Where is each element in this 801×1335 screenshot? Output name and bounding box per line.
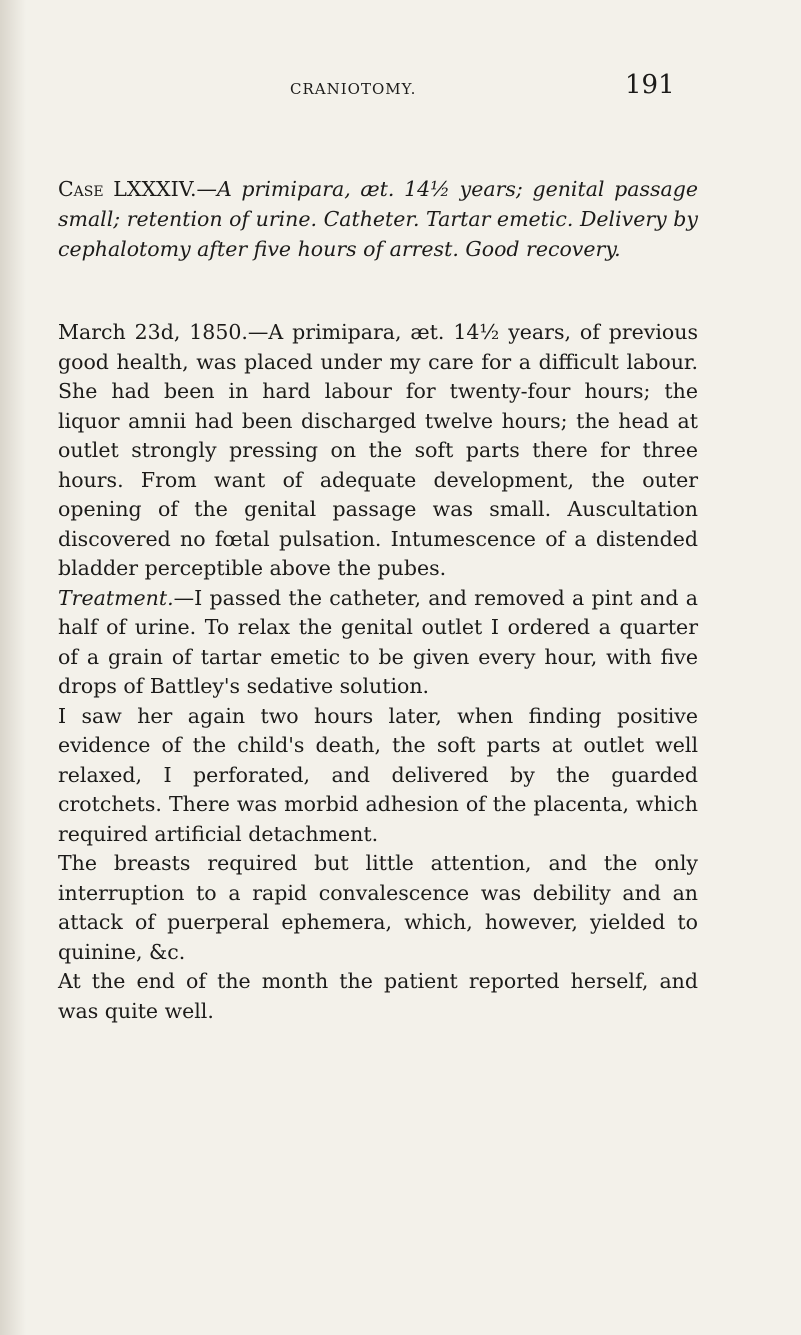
case-dash: — — [196, 177, 217, 201]
paragraph-outcome: At the end of the month the patient reported herself, and was quite well. — [58, 969, 698, 1023]
page-gutter-shadow — [0, 0, 26, 1335]
case-report-body — [58, 318, 698, 1026]
paragraph-delivery: I saw her again two hours later, when finding positive evidence of the child's death, the soft parts at outlet well relaxed, I perforated, and delivered by the guarded crotchets. There was morbid adhesion of the placenta, which required artificial detachment. — [58, 703, 698, 846]
case-number: LXXXIV. — [113, 177, 197, 201]
case-label: Case — [58, 177, 104, 201]
running-title: CRANIOTOMY. — [290, 80, 417, 98]
page-number: 191 — [625, 70, 675, 100]
case-heading — [58, 174, 698, 264]
paragraph-history: March 23d, 1850.—A primipara, æt. 14½ years, of previous good health, was placed under my care for a difficult labour. She had been in hard labour for twenty-four hours; the liquor amnii had been discharged twelve hours; the head at outlet strongly pressing on the soft parts there for three hours. From want of adequate development, the outer opening of the genital passage was small. Auscultation discovered no fœtal pulsation. Intumescence of a distended bladder perceptible above the pubes. — [58, 320, 698, 580]
treatment-label: Treatment. — [58, 585, 174, 610]
paragraph-treatment — [58, 584, 698, 702]
paragraph-convalescence: The breasts required but little attention, and the only interruption to a rapid convalescence was debility and an attack of puerperal ephemera, which, however, yielded to quinine, &c. — [58, 851, 698, 964]
treatment-text: —I passed the catheter, and removed a pint and a half of urine. To relax the genital outlet I ordered a quarter of a grain of tartar emetic to be given every hour, with five drops of Battley's sedative solution. — [58, 585, 698, 698]
case-summary: A primipara, æt. 14½ years; genital passage small; retention of urine. Catheter. Tartar emetic. Delivery by cephalotomy after five hours of arrest. Good recovery. — [58, 177, 698, 261]
running-head — [0, 70, 801, 120]
